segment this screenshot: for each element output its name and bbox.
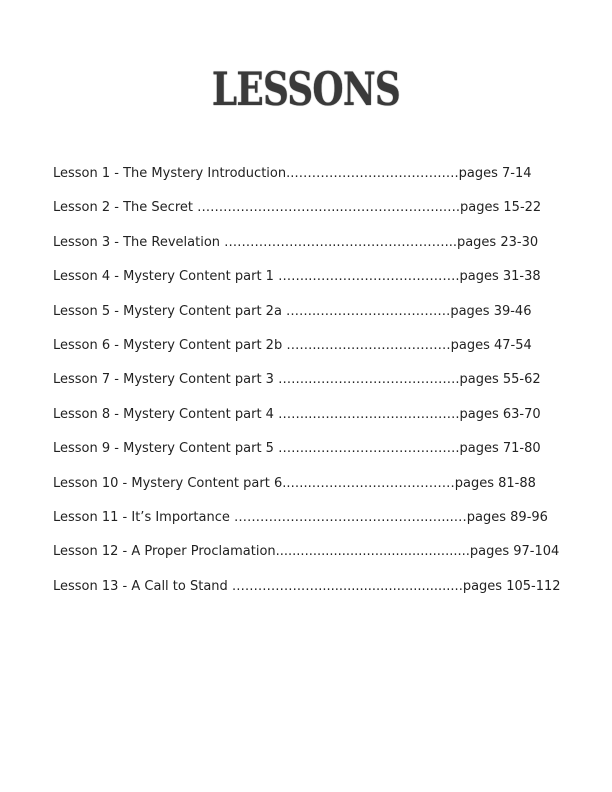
lesson-entry-13: Lesson 13 - A Call to Stand ……………..…...................................pages 105-112 bbox=[53, 578, 561, 594]
lesson-list bbox=[53, 164, 573, 611]
lesson-entry-7: Lesson 7 - Mystery Content part 3 ……..…………………………….pages 55-62 bbox=[53, 372, 541, 388]
lesson-entry-2: Lesson 2 - The Secret ……………………….…...…………………..….pages 15-22 bbox=[53, 200, 542, 216]
lesson-entry-9: Lesson 9 - Mystery Content part 5 ……..…………………………….pages 71-80 bbox=[53, 441, 541, 457]
lesson-entry-5: Lesson 5 - Mystery Content part 2a ……..…………………………pages 39-46 bbox=[53, 303, 532, 319]
lesson-entry-12: Lesson 12 - A Proper Proclamation...............................................pages 97-104 bbox=[53, 544, 560, 560]
lesson-entry-10: Lesson 10 - Mystery Content part 6..…..……………………………pages 81-88 bbox=[53, 475, 536, 491]
lesson-entry-1: Lesson 1 - The Mystery Introduction..…………………………….….pages 7-14 bbox=[53, 166, 532, 181]
lesson-entry-3: Lesson 3 - The Revelation ……………………...……………………...pages 23-30 bbox=[53, 234, 539, 250]
page-title: LESSONS bbox=[211, 62, 401, 116]
lesson-entry-6: Lesson 6 - Mystery Content part 2b ……..…………………………pages 47-54 bbox=[53, 337, 532, 353]
lesson-entry-11: Lesson 11 - It’s Importance ……………………….……………..…...…pages 89-96 bbox=[53, 509, 548, 525]
lesson-entry-4: Lesson 4 - Mystery Content part 1 ……..…………………………….pages 31-38 bbox=[53, 269, 541, 285]
lesson-entry-8: Lesson 8 - Mystery Content part 4 ……..…………………………….pages 63-70 bbox=[53, 406, 541, 422]
